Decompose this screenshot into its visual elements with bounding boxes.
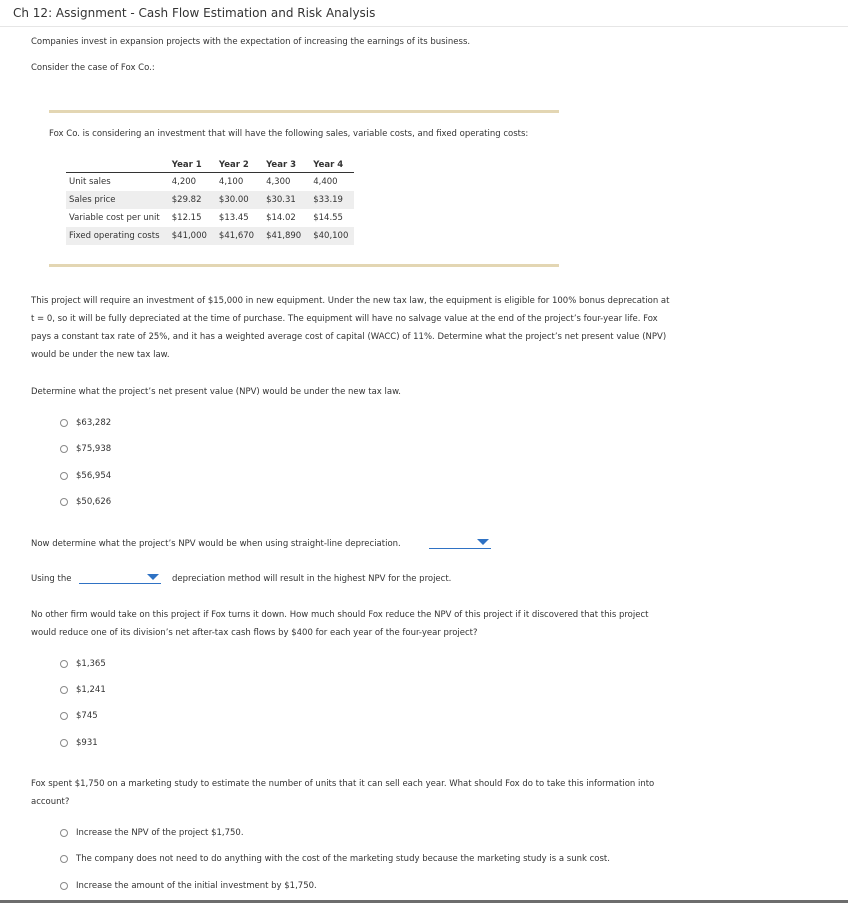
option-label: $1,365 <box>76 659 106 669</box>
table-cell: $41,000 <box>166 227 213 245</box>
option-label: $931 <box>76 738 98 748</box>
radio-button[interactable] <box>60 882 68 890</box>
option-label: $56,954 <box>76 471 112 481</box>
option-label: $1,241 <box>76 685 106 695</box>
table-header-year1: Year 1 <box>166 157 213 173</box>
project-line: This project will require an investment of $15,000 in new equipment. Under the new tax law, the equipment is eligible for 100% bonus deprecation at <box>31 296 670 306</box>
q4-line: No other firm would take on this project if Fox turns it down. How much should Fox reduce the NPV of this project if it discovered that this project <box>31 610 649 620</box>
table-header-year3: Year 3 <box>260 157 307 173</box>
radio-button[interactable] <box>60 829 68 837</box>
q2-prompt: Now determine what the project’s NPV would be when using straight-line depreciation. <box>31 539 401 549</box>
q1-prompt: Determine what the project’s net present value (NPV) would be under the new tax law. <box>31 387 401 397</box>
radio-button[interactable] <box>60 660 68 668</box>
depreciation-method-dropdown[interactable] <box>79 571 161 584</box>
q4-option[interactable] <box>60 711 98 721</box>
table-cell: $30.00 <box>213 191 260 209</box>
project-description <box>31 292 669 364</box>
table-cell: $13.45 <box>218 213 249 223</box>
table-cell: $12.15 <box>171 213 202 223</box>
radio-button[interactable] <box>60 472 68 480</box>
q4-option[interactable] <box>60 659 106 669</box>
case-bottom-divider <box>49 264 559 267</box>
project-line: pays a constant tax rate of 25%, and it has a weighted average cost of capital (WACC) of 11%. Determine what the project’s net present value (NPV) <box>31 332 667 342</box>
cost-table <box>66 157 354 245</box>
radio-button[interactable] <box>60 445 68 453</box>
q4-option[interactable] <box>60 738 98 748</box>
table-header-year4: Year 4 <box>307 157 354 173</box>
intro-text: Companies invest in expansion projects with the expectation of increasing the earnings of its business. <box>31 37 471 47</box>
project-line: t = 0, so it will be fully depreciated at the time of purchase. The equipment will have no salvage value at the end of the project’s four-year life. Fox <box>31 314 658 324</box>
q4-line: would reduce one of its division’s net after-tax cash flows by $400 for each year of the four-year project? <box>31 628 478 638</box>
row-label: Fixed operating costs <box>66 227 166 245</box>
q3-suffix: depreciation method will result in the highest NPV for the project. <box>172 574 452 584</box>
npv-straight-line-dropdown[interactable] <box>429 536 491 549</box>
table-row <box>66 191 354 209</box>
q5-line: Fox spent $1,750 on a marketing study to estimate the number of units that it can sell each year. What should Fox do to take this information into <box>31 779 655 789</box>
table-cell: $14.55 <box>313 213 343 223</box>
case-description: Fox Co. is considering an investment that will have the following sales, variable costs, and fixed operating costs: <box>49 129 529 139</box>
radio-button[interactable] <box>60 686 68 694</box>
radio-button[interactable] <box>60 739 68 747</box>
q1-option[interactable] <box>60 444 111 454</box>
option-label: $50,626 <box>76 497 112 507</box>
q5-prompt <box>31 775 654 811</box>
table-cell: 4,300 <box>266 177 291 187</box>
table-header-empty <box>66 157 166 173</box>
q5-option[interactable] <box>60 881 317 891</box>
table-cell: $41,670 <box>213 227 260 245</box>
table-cell: $40,100 <box>307 227 354 245</box>
q5-option[interactable] <box>60 828 244 838</box>
case-top-divider <box>49 110 559 113</box>
project-line: would be under the new tax law. <box>31 350 170 360</box>
radio-button[interactable] <box>60 855 68 863</box>
table-header-row <box>66 157 354 173</box>
q4-option[interactable] <box>60 685 106 695</box>
table-row <box>66 209 354 227</box>
table-cell: $14.02 <box>266 213 296 223</box>
row-label: Unit sales <box>69 177 111 187</box>
table-row <box>66 227 354 245</box>
option-label: $75,938 <box>76 444 112 454</box>
table-cell: $41,890 <box>260 227 307 245</box>
table-cell: $29.82 <box>166 191 213 209</box>
table-cell: 4,100 <box>218 177 244 187</box>
option-label: $63,282 <box>76 418 112 428</box>
q5-option[interactable] <box>60 854 610 864</box>
q1-option[interactable] <box>60 471 111 481</box>
table-cell: $33.19 <box>307 191 354 209</box>
chevron-down-icon <box>147 574 159 580</box>
q3-prefix: Using the <box>31 574 72 584</box>
table-cell: $30.31 <box>260 191 307 209</box>
radio-button[interactable] <box>60 498 68 506</box>
q4-prompt <box>31 606 648 642</box>
option-label: Increase the NPV of the project $1,750. <box>76 828 244 838</box>
chevron-down-icon <box>477 539 489 545</box>
radio-button[interactable] <box>60 419 68 427</box>
case-intro: Consider the case of Fox Co.: <box>31 63 155 73</box>
assignment-header <box>0 0 848 27</box>
table-header-year2: Year 2 <box>213 157 260 173</box>
row-label: Sales price <box>66 191 166 209</box>
table-cell: 4,200 <box>171 177 197 187</box>
option-label: $745 <box>76 711 98 721</box>
q5-line: account? <box>31 797 70 807</box>
table-cell: 4,400 <box>313 177 338 187</box>
option-label: The company does not need to do anything with the cost of the marketing study because the marketing study is a sunk cost. <box>76 854 610 864</box>
radio-button[interactable] <box>60 712 68 720</box>
q1-option[interactable] <box>60 418 111 428</box>
q1-option[interactable] <box>60 497 111 507</box>
option-label: Increase the amount of the initial investment by $1,750. <box>76 881 317 891</box>
row-label: Variable cost per unit <box>69 213 160 223</box>
table-row <box>66 173 354 192</box>
assignment-title: Ch 12: Assignment - Cash Flow Estimation and Risk Analysis <box>13 6 376 20</box>
